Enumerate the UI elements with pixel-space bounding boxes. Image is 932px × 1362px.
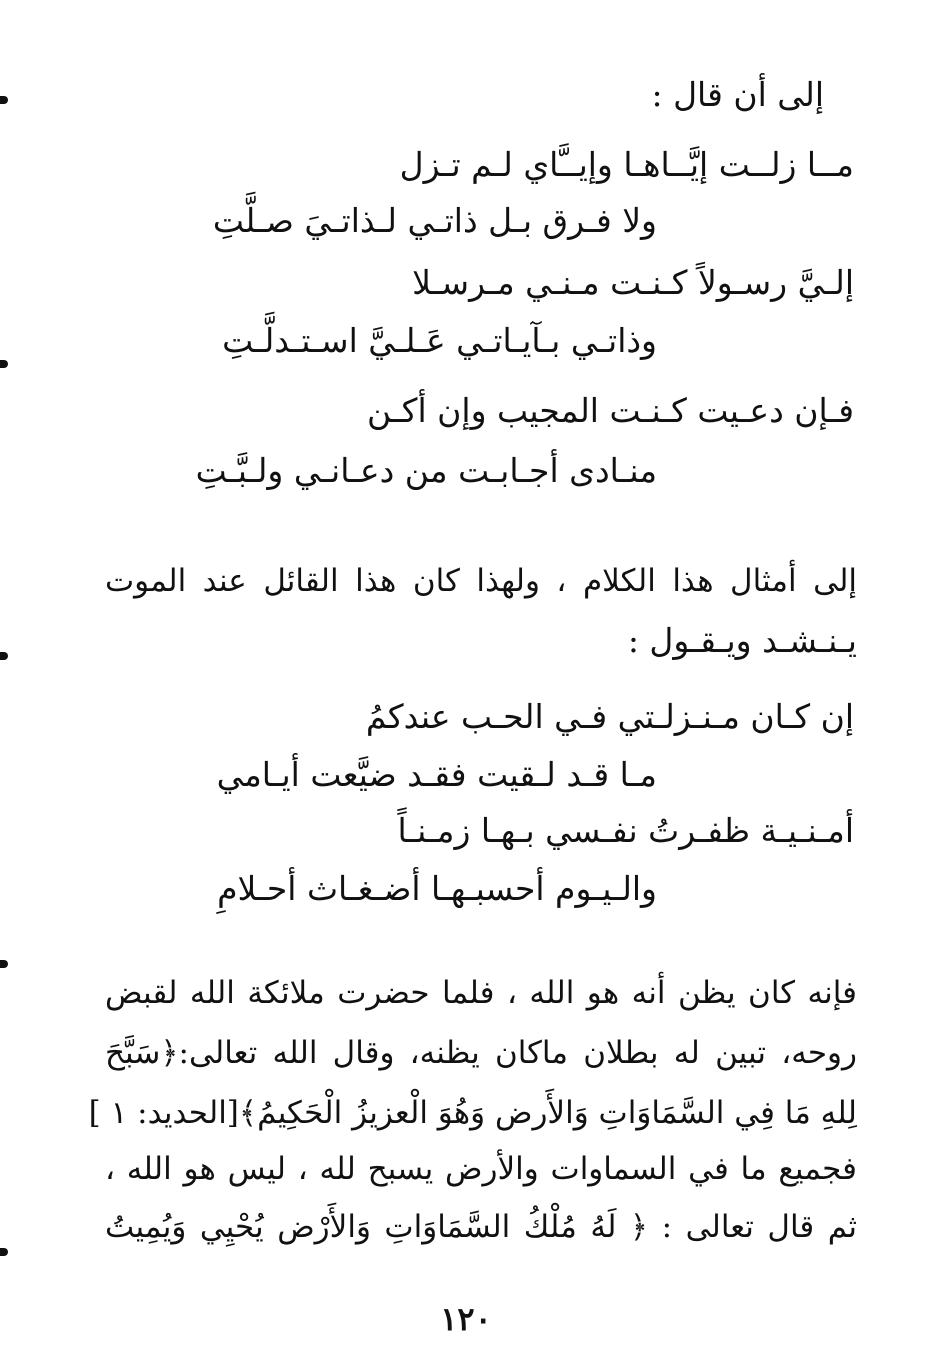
para2-line-1: فإنه كان يظن أنه هو الله ، فلما حضرت ملائكة الله لقبض <box>105 975 857 1011</box>
intro-line: إلى أن قال : <box>651 75 824 114</box>
margin-mark <box>0 96 8 104</box>
poem2-verse-2b: والـيـوم أحسبـهـا أضـغـاث أحـلامِ <box>217 869 657 908</box>
para2-line-3: لِلهِ مَا فِي السَّمَاوَاتِ وَالأَرض وَهُوَ الْعزيزُ الْحَكِيمُ﴾[الحديد: ١ ] <box>88 1095 857 1131</box>
poem1-verse-2b: وذاتـي بـآيـاتـي عَـلـيَّ اسـتـدلَّـتِ <box>222 321 657 360</box>
para2-line-4: فجميع ما في السماوات والأرض يسبح لله ، ليس هو الله ، <box>105 1151 857 1187</box>
poem2-verse-1a: إن كـان مـنـزلـتي فـي الحـب عندكمُ <box>365 697 854 736</box>
margin-mark <box>0 652 8 660</box>
poem2-verse-1b: مـا قـد لـقيت فقـد ضيَّعت أيـامي <box>216 755 657 794</box>
poem1-verse-1b: ولا فـرق بـل ذاتـي لـذاتـيَ صـلَّتِ <box>212 201 657 240</box>
para2-line-5: ثم قال تعالى : ﴿ لَهُ مُلْكُ السَّمَاوَاتِ وَالأَرْض يُحْيِي وَيُمِيتُ <box>105 1209 857 1245</box>
poem1-verse-2a: إلـيَّ رسـولاً كـنـت مـنـي مـرسـلا <box>412 263 854 302</box>
margin-mark <box>0 960 8 968</box>
poem1-verse-1a: مــا زلــت إيَّــاهـا وإيــَّاي لـم تـزل <box>399 145 854 184</box>
para2-line-2: روحه، تبين له بطلان ماكان يظنه، وقال الله تعالى:﴿سَبَّحَ <box>105 1035 857 1071</box>
page-number: ١٢٠ <box>440 1300 492 1338</box>
poem2-verse-2a: أمـنـيـة ظفـرتُ نفـسي بـهـا زمـنـاً <box>397 811 854 850</box>
margin-mark <box>0 1248 8 1256</box>
poem1-verse-3b: منـادى أجـابـت من دعـانـي ولـبَّـتِ <box>195 451 657 490</box>
margin-mark <box>0 360 8 368</box>
para1-line-2: يـنـشـد ويـقـول : <box>627 621 857 660</box>
para1-line-1: إلى أمثال هذا الكلام ، ولهذا كان هذا القائل عند الموت <box>105 563 857 599</box>
poem1-verse-3a: فـإن دعـيت كـنـت المجيب وإن أكـن <box>367 391 854 430</box>
